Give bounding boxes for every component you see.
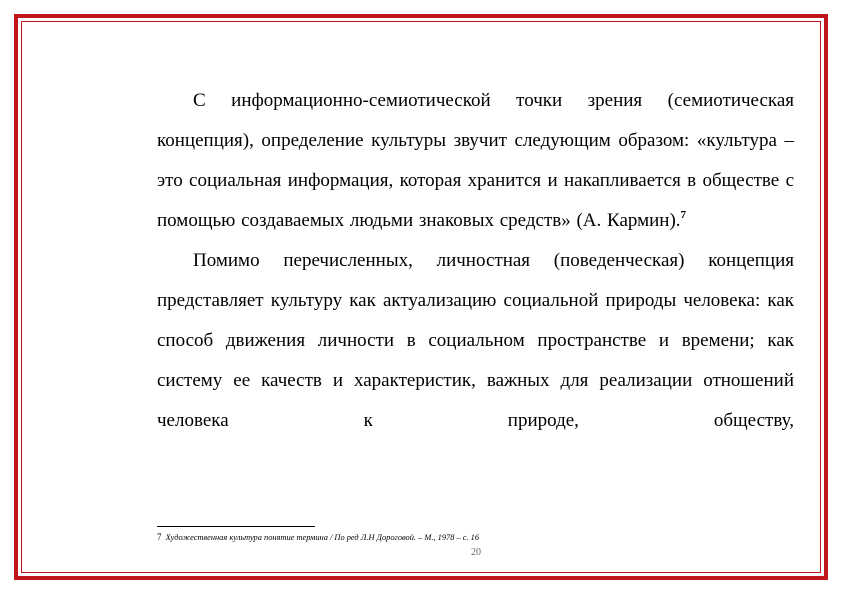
paragraph-1 <box>157 81 794 241</box>
paragraph-2 <box>157 241 794 441</box>
footnote <box>157 532 757 543</box>
body-text <box>157 81 794 441</box>
page-number: 20 <box>471 547 481 558</box>
paragraph-2-text: Помимо перечисленных, личностная (поведенческая) концепция представляет культуру как актуализацию социальной природы человека: как способ движения личности в социальном пространстве и времени; как систему ее качеств и характеристик, важных для реализации отношений человека к природе, обществу, <box>157 250 794 431</box>
footnote-number: 7 <box>157 532 162 542</box>
footnote-separator <box>157 526 315 527</box>
paragraph-1-text: С информационно-семиотической точки зрения (семиотическая концепция), определение культуры звучит следующим образом: «культура – это социальная информация, которая хранится и накапливается в обществе с помощью создаваемых людьми знаковых средств» (А. Кармин). <box>157 90 794 231</box>
footnote-reference: 7 <box>680 209 687 221</box>
footnote-text: Художественная культура понятие термина / По ред Л.Н Дороговой. – М., 1978 – с. 16 <box>165 533 480 542</box>
